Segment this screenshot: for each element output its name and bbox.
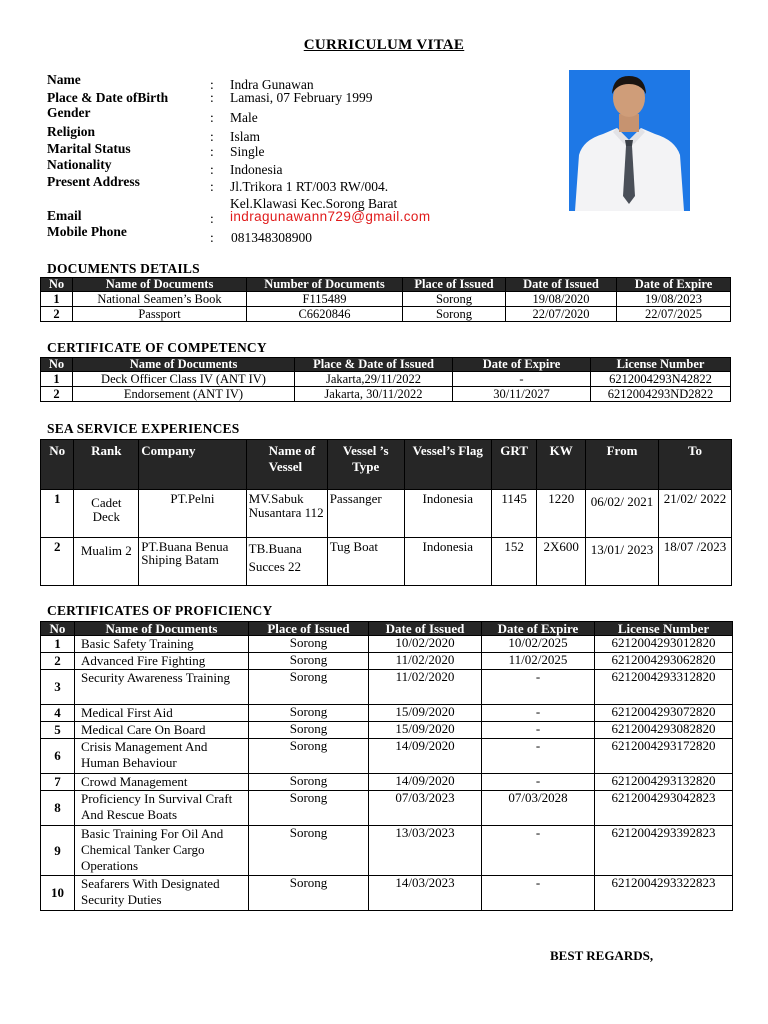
cv-title: CURRICULUM VITAE (303, 37, 465, 53)
cell-number: F115489 (247, 292, 403, 307)
cell-flag: Indonesia (404, 490, 491, 538)
cell-expire: 07/03/2028 (482, 791, 595, 826)
cell-place: Sorong (249, 826, 369, 876)
cell-place: Sorong (403, 292, 506, 307)
cell-expire: - (482, 722, 595, 739)
cell-issued: 10/02/2020 (369, 636, 482, 653)
cell-expire: - (453, 372, 591, 387)
table-row (41, 722, 733, 739)
cell-no: 1 (41, 372, 73, 387)
col-header: Date of Expire (453, 358, 591, 372)
cell-vessel: MV.Sabuk Nusantara 112 (246, 490, 327, 538)
col-header: Name of Documents (73, 358, 295, 372)
documents-table (40, 277, 731, 322)
cell-no: 5 (41, 722, 75, 739)
colon: : (210, 162, 214, 177)
col-header: Vessel ’s Type (327, 440, 404, 490)
cell-company: PT.Pelni (139, 490, 246, 538)
cell-no: 10 (41, 876, 75, 911)
cell-document: Crowd Management (75, 774, 249, 791)
cell-grt: 1145 (491, 490, 537, 538)
cell-place: Sorong (249, 653, 369, 670)
colon: : (210, 77, 214, 92)
email-label: Email (47, 208, 82, 223)
cell-place: Sorong (249, 774, 369, 791)
col-header: From (586, 440, 659, 490)
cell-no: 1 (41, 490, 74, 538)
address-line2: Kel.Klawasi Kec.Sorong Barat (230, 196, 398, 211)
cell-document: Proficiency In Survival Craft And Rescue Boats (75, 791, 249, 826)
cell-issued: 11/02/2020 (369, 670, 482, 705)
cell-no: 6 (41, 739, 75, 774)
col-header: Name of Documents (75, 622, 249, 636)
cell-document: Medical Care On Board (75, 722, 249, 739)
birth-value: Lamasi, 07 February 1999 (230, 90, 373, 105)
table-row (41, 307, 731, 322)
cell-place: Sorong (249, 876, 369, 911)
cell-license: 6212004293042823 (595, 791, 733, 826)
table-row (41, 653, 733, 670)
phone-label: Mobile Phone (47, 224, 127, 239)
table-row (41, 826, 733, 876)
proficiency-table (40, 621, 733, 911)
cell-from: 06/02/ 2021 (586, 490, 659, 538)
cell-issued: 19/08/2020 (506, 292, 617, 307)
table-row (41, 387, 731, 402)
cell-license: 6212004293072820 (595, 705, 733, 722)
marital-value: Single (230, 144, 265, 159)
table-row (41, 636, 733, 653)
cell-issued: 14/03/2023 (369, 876, 482, 911)
col-header: Company (139, 440, 246, 490)
cell-number: C6620846 (247, 307, 403, 322)
cell-expire: 22/07/2025 (617, 307, 731, 322)
cell-issued: 22/07/2020 (506, 307, 617, 322)
cell-expire: - (482, 774, 595, 791)
cell-kw: 1220 (537, 490, 586, 538)
cell-issued: 15/09/2020 (369, 722, 482, 739)
col-header: Date of Issued (369, 622, 482, 636)
cell-expire: 19/08/2023 (617, 292, 731, 307)
name-label: Name (47, 72, 81, 87)
cell-no: 9 (41, 826, 75, 876)
cell-no: 2 (41, 653, 75, 670)
cell-to: 18/07 /2023 (658, 538, 731, 586)
cell-place: Sorong (403, 307, 506, 322)
cell-to: 21/02/ 2022 (658, 490, 731, 538)
cell-expire: 11/02/2025 (482, 653, 595, 670)
table-row (41, 876, 733, 911)
nationality-label: Nationality (47, 157, 112, 172)
cell-issued: 13/03/2023 (369, 826, 482, 876)
cell-issued: 14/09/2020 (369, 739, 482, 774)
cell-no: 2 (41, 387, 73, 402)
religion-label: Religion (47, 124, 96, 139)
table-row (41, 791, 733, 826)
cell-document: Security Awareness Training (75, 670, 249, 705)
person-portrait-icon (569, 70, 690, 211)
cell-no: 2 (41, 307, 73, 322)
cell-place: Sorong (249, 739, 369, 774)
cell-document: Passport (73, 307, 247, 322)
cell-no: 4 (41, 705, 75, 722)
phone-value: 081348308900 (231, 230, 312, 245)
col-header: Place of Issued (249, 622, 369, 636)
col-header: Name of Documents (73, 278, 247, 292)
proficiency-heading: CERTIFICATES OF PROFICIENCY (47, 603, 273, 618)
cell-license: 6212004293082820 (595, 722, 733, 739)
col-header: No (41, 440, 74, 490)
cell-flag: Indonesia (404, 538, 491, 586)
cell-document: National Seamen’s Book (73, 292, 247, 307)
table-row (41, 292, 731, 307)
cell-document: Medical First Aid (75, 705, 249, 722)
competency-heading: CERTIFICATE OF COMPETENCY (47, 340, 267, 355)
colon: : (210, 90, 214, 105)
cell-issued: 14/09/2020 (369, 774, 482, 791)
cell-license: 6212004293N42822 (591, 372, 731, 387)
marital-label: Marital Status (47, 141, 131, 156)
cell-place: Sorong (249, 722, 369, 739)
cell-document: Basic Safety Training (75, 636, 249, 653)
gender-value: Male (230, 110, 258, 125)
col-header: License Number (591, 358, 731, 372)
gender-label: Gender (47, 105, 91, 120)
cell-license: 6212004293ND2822 (591, 387, 731, 402)
cell-license: 6212004293012820 (595, 636, 733, 653)
colon: : (210, 144, 214, 159)
nationality-value: Indonesia (230, 162, 283, 177)
cell-expire: 30/11/2027 (453, 387, 591, 402)
cell-expire: - (482, 705, 595, 722)
cell-place: Sorong (249, 705, 369, 722)
cell-vessel: TB.Buana Succes 22 (246, 538, 327, 586)
documents-heading: DOCUMENTS DETAILS (47, 261, 200, 276)
col-header: Vessel’s Flag (404, 440, 491, 490)
col-header: No (41, 358, 73, 372)
col-header: Place of Issued (403, 278, 506, 292)
cell-grt: 152 (491, 538, 537, 586)
col-header: Number of Documents (247, 278, 403, 292)
cell-expire: - (482, 826, 595, 876)
colon: : (210, 110, 214, 125)
sea-service-table (40, 439, 732, 586)
cell-document: Endorsement (ANT IV) (73, 387, 295, 402)
cell-place-date: Jakarta, 30/11/2022 (295, 387, 453, 402)
cell-kw: 2X600 (537, 538, 586, 586)
email-link[interactable]: indragunawann729@gmail.com (230, 209, 431, 224)
cell-no: 3 (41, 670, 75, 705)
competency-table (40, 357, 731, 402)
cell-license: 6212004293132820 (595, 774, 733, 791)
cell-no: 2 (41, 538, 74, 586)
cell-expire: - (482, 739, 595, 774)
cell-type: Tug Boat (327, 538, 404, 586)
sea-service-heading: SEA SERVICE EXPERIENCES (47, 421, 240, 436)
table-row (41, 372, 731, 387)
cell-no: 7 (41, 774, 75, 791)
table-row (41, 705, 733, 722)
cell-type: Passanger (327, 490, 404, 538)
col-header: Rank (74, 440, 139, 490)
address-line1: Jl.Trikora 1 RT/003 RW/004. (230, 179, 389, 194)
col-header: Place & Date of Issued (295, 358, 453, 372)
col-header: No (41, 278, 73, 292)
religion-value: Islam (230, 129, 260, 144)
col-header: No (41, 622, 75, 636)
table-row (41, 739, 733, 774)
colon: : (210, 179, 214, 194)
col-header: Date of Expire (617, 278, 731, 292)
cell-expire: 10/02/2025 (482, 636, 595, 653)
colon: : (210, 129, 214, 144)
col-header: To (658, 440, 731, 490)
cell-document: Basic Training For Oil And Chemical Tanker Cargo Operations (75, 826, 249, 876)
cell-license: 6212004293312820 (595, 670, 733, 705)
cell-issued: 11/02/2020 (369, 653, 482, 670)
colon: : (210, 211, 214, 226)
cell-document: Deck Officer Class IV (ANT IV) (73, 372, 295, 387)
cell-document: Advanced Fire Fighting (75, 653, 249, 670)
cell-place-date: Jakarta,29/11/2022 (295, 372, 453, 387)
cell-rank: Cadet Deck (74, 490, 139, 538)
birth-label: Place & Date ofBirth (47, 90, 169, 105)
col-header: Date of Expire (482, 622, 595, 636)
address-label: Present Address (47, 174, 140, 189)
cell-issued: 15/09/2020 (369, 705, 482, 722)
cell-document: Seafarers With Designated Security Duties (75, 876, 249, 911)
cell-no: 1 (41, 636, 75, 653)
cell-license: 6212004293392823 (595, 826, 733, 876)
cell-rank: Mualim 2 (74, 538, 139, 586)
col-header: Date of Issued (506, 278, 617, 292)
closing-text: BEST REGARDS, (550, 948, 654, 963)
cell-license: 6212004293062820 (595, 653, 733, 670)
col-header: GRT (491, 440, 537, 490)
cell-issued: 07/03/2023 (369, 791, 482, 826)
cell-no: 1 (41, 292, 73, 307)
col-header: KW (537, 440, 586, 490)
cell-from: 13/01/ 2023 (586, 538, 659, 586)
cell-company: PT.Buana Benua Shiping Batam (139, 538, 246, 586)
cell-place: Sorong (249, 670, 369, 705)
colon: : (210, 230, 214, 245)
cell-license: 6212004293172820 (595, 739, 733, 774)
profile-photo (569, 70, 690, 211)
cell-expire: - (482, 876, 595, 911)
cell-place: Sorong (249, 636, 369, 653)
name-value: Indra Gunawan (230, 77, 314, 92)
table-row (41, 490, 732, 538)
col-header: Name of Vessel (246, 440, 327, 490)
cell-license: 6212004293322823 (595, 876, 733, 911)
cell-expire: - (482, 670, 595, 705)
col-header: License Number (595, 622, 733, 636)
cell-document: Crisis Management And Human Behaviour (75, 739, 249, 774)
table-row (41, 774, 733, 791)
cell-place: Sorong (249, 791, 369, 826)
table-row (41, 670, 733, 705)
cell-no: 8 (41, 791, 75, 826)
table-row (41, 538, 732, 586)
